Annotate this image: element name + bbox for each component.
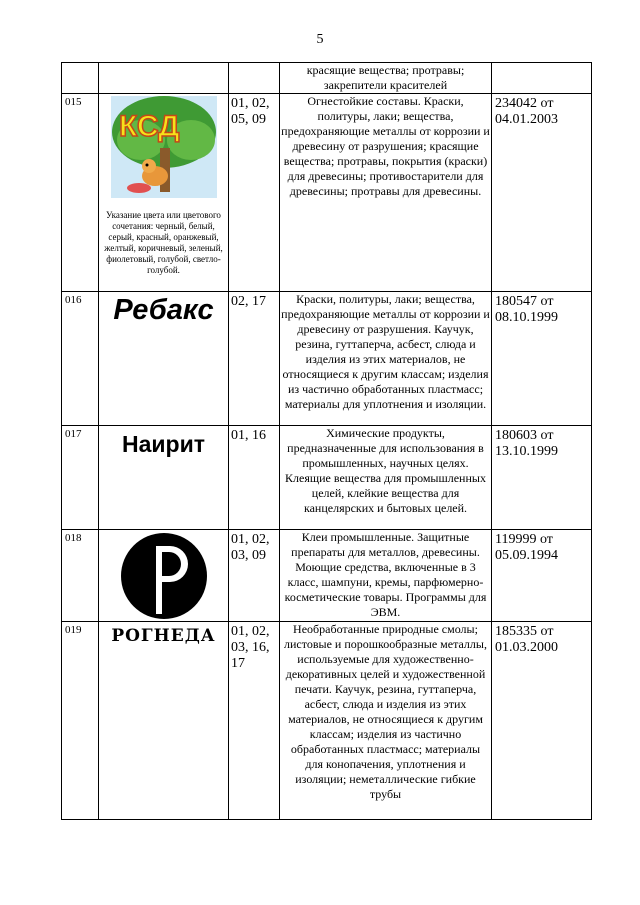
- goods-cell: красящие вещества; протравы; закрепители красителей: [280, 63, 492, 94]
- registration-cell: 234042 от 04.01.2003: [492, 94, 592, 292]
- table-row: [62, 292, 592, 426]
- registration-cell: [492, 63, 592, 94]
- r-circle-logo: [116, 530, 212, 620]
- goods-cell: Огнестойкие составы. Краски, политуры, лаки; вещества, предохраняющие металлы от коррозии и древесину от разрушения; красящие вещества; протравы, покрытия (краски) для древесины; противостарители для древесины; протравы для древесины.: [280, 94, 492, 292]
- table-row: [62, 622, 592, 820]
- nairit-logo: Наирит: [122, 431, 205, 457]
- registration-cell: 185335 от 01.03.2000: [492, 622, 592, 820]
- rebaks-logo: Ребакс: [113, 294, 214, 326]
- registration-cell: 180547 от 08.10.1999: [492, 292, 592, 426]
- table-row: [62, 530, 592, 622]
- classes-cell: 01, 02, 03, 16, 17: [229, 622, 280, 820]
- row-number: 017: [62, 426, 99, 530]
- classes-cell: 02, 17: [229, 292, 280, 426]
- goods-cell: Необработанные природные смолы; листовые и порошкообразные металлы, используемые для художественно-декоративных целей и художественной печати. Каучук, резина, гуттаперча, асбест, слюда и изделия из этих материалов, не относящиеся к другим классам; изделия из частично обработанных пластмасс; материалы для конопачения, уплотнения и изоляции; неметаллические гибкие трубы: [280, 622, 492, 820]
- mark-cell: [99, 622, 229, 820]
- mark-cell: [99, 530, 229, 622]
- row-number: 018: [62, 530, 99, 622]
- row-number: [62, 63, 99, 94]
- mark-cell: [99, 94, 229, 292]
- classes-cell: 01, 16: [229, 426, 280, 530]
- row-number: 015: [62, 94, 99, 292]
- page-number: 5: [316, 32, 324, 47]
- table-row: [62, 94, 592, 292]
- registration-cell: 119999 от 05.09.1994: [492, 530, 592, 622]
- ksd-logo-image: [111, 96, 217, 198]
- mark-cell: [99, 63, 229, 94]
- mark-cell: [99, 292, 229, 426]
- ksd-logo-text: КСД: [118, 110, 180, 143]
- color-note: Указание цвета или цветового сочетания: черный, белый, серый, красный, оранжевый, желтый, коричневый, зеленый, фиолетовый, голубой, светло-голубой.: [104, 210, 223, 275]
- rogneda-logo: РОГНЕДА: [111, 626, 216, 646]
- row-number: 016: [62, 292, 99, 426]
- classes-cell: 01, 02, 03, 09: [229, 530, 280, 622]
- classes-cell: [229, 63, 280, 94]
- goods-cell: Краски, политуры, лаки; вещества, предохраняющие металлы от коррозии и древесину от разрушения. Каучук, резина, гуттаперча, асбест, слюда и изделия из этих материалов, не относящиеся к другим классам; изделия из частично обработанных пластмасс; материалы для уплотнения и изоляции.: [280, 292, 492, 426]
- ksd-logo: [111, 96, 217, 198]
- table-row: [62, 63, 592, 94]
- goods-cell: Клеи промышленные. Защитные препараты для металлов, древесины. Моющие средства, включенные в 3 класс, шампуни, кремы, парфюмерно-косметические товары. Программы для ЭВМ.: [280, 530, 492, 622]
- registration-cell: 180603 от 13.10.1999: [492, 426, 592, 530]
- classes-cell: 01, 02, 05, 09: [229, 94, 280, 292]
- goods-cell: Химические продукты, предназначенные для использования в промышленных, научных целях. Клеящие вещества для промышленных целей, клейкие вещества для канцелярских и бытовых целей.: [280, 426, 492, 530]
- row-number: 019: [62, 622, 99, 820]
- trademark-table: [61, 62, 592, 820]
- mark-cell: [99, 426, 229, 530]
- table-row: [62, 426, 592, 530]
